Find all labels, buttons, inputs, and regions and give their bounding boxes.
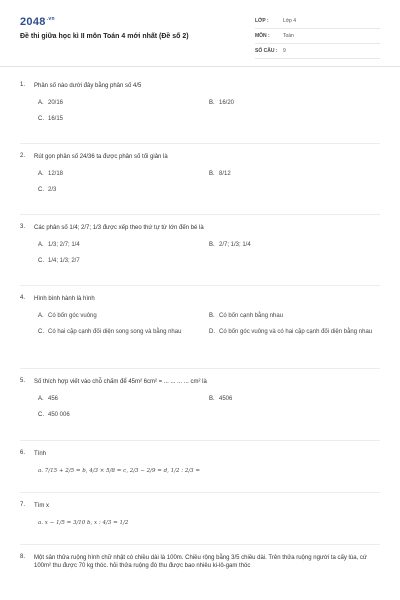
- document-header: [0, 0, 400, 67]
- math-expression: a. 7/15 + 2/5 = b, 4/3 × 5/8 = c, 2/3 − 2/9 = d, 1/2 : 2/3 =: [38, 468, 201, 474]
- question-1: 1. Phân số nào dưới đây bằng phân số 4/5 A. 20/16 B. 16/20 C. 16/15: [20, 82, 380, 131]
- option-c[interactable]: C. Có hai cặp cạnh đối diện song song và bằng nhau: [38, 329, 182, 335]
- option-a[interactable]: A. 1/3; 2/7; 1/4: [38, 242, 80, 248]
- meta-row-class: LỚP : Lớp 4: [255, 14, 380, 29]
- question-3: 3. Các phân số 1/4; 2/7; 1/3 được xếp theo thứ tự từ lớn đến bé là A. 1/3; 2/7; 1/4 B. 2/7; 1/3; 1/4 C. 1/4; 1/3; 2/7: [20, 224, 380, 273]
- option-b[interactable]: B. 16/20: [209, 100, 235, 106]
- divider: [20, 285, 380, 286]
- option-a[interactable]: A. 456: [38, 396, 59, 402]
- meta-row-subject: MÔN : Toán: [255, 29, 380, 44]
- option-c[interactable]: C. 16/15: [38, 116, 64, 122]
- option-a[interactable]: A. 20/16: [38, 100, 64, 106]
- divider: [20, 214, 380, 215]
- question-7: 7. Tìm x a. x − 1/5 = 3/10 b, x : 4/3 = 1/2: [20, 502, 380, 526]
- divider: [20, 368, 380, 369]
- option-d[interactable]: D. Có bốn góc vuông và có hai cặp cạnh đối diện bằng nhau: [209, 329, 373, 335]
- divider: [20, 143, 380, 144]
- divider: [20, 440, 380, 441]
- option-c[interactable]: C. 1/4; 1/3; 2/7: [38, 258, 80, 264]
- option-a[interactable]: A. Có bốn góc vuông: [38, 313, 97, 319]
- site-logo[interactable]: $2048^{.vn}$: [20, 16, 55, 28]
- question-8: 8. Một sân thửa ruộng hình chữ nhật có chiều dài là 100m. Chiều rộng bằng 3/5 chiều dài. Trên thửa ruộng người ta cấy lúa, cứ 100m² thu được 70 kg thóc. hỏi thửa ruộng đó thu được bao nhiêu ki-lô-gam thóc: [20, 554, 367, 569]
- divider: [20, 492, 380, 493]
- exam-meta: [255, 14, 380, 59]
- meta-row-count: SỐ CÂU : 9: [255, 44, 380, 59]
- option-b[interactable]: B. 8/12: [209, 171, 231, 177]
- option-b[interactable]: B. 2/7; 1/3; 1/4: [209, 242, 251, 248]
- math-expression: a. x − 1/5 = 3/10 b, x : 4/3 = 1/2: [38, 520, 129, 526]
- option-a[interactable]: A. 12/18: [38, 171, 64, 177]
- option-c[interactable]: C. 450 006: [38, 412, 70, 418]
- question-4: 4. Hình bình hành là hình A. Có bốn góc vuông B. Có bốn cạnh bằng nhau C. Có hai cặp cạnh đối diện song song và bằng nhau D. Có bốn góc vuông và có hai cặp cạnh đối diện bằng nhau: [20, 295, 380, 344]
- option-b[interactable]: B. Có bốn cạnh bằng nhau: [209, 313, 284, 319]
- divider: [20, 544, 380, 545]
- question-6: 6. Tính a. 7/15 + 2/5 = b, 4/3 × 5/8 = c, 2/3 − 2/9 = d, 1/2 : 2/3 =: [20, 450, 380, 474]
- option-b[interactable]: B. 4506: [209, 396, 233, 402]
- question-2: 2. Rút gọn phân số 24/36 ta được phân số tối giản là A. 12/18 B. 8/12 C. 2/3: [20, 153, 380, 202]
- option-c[interactable]: C. 2/3: [38, 187, 57, 193]
- question-5: 5. Số thích hợp viết vào chỗ chấm để 45m² 6cm² = ... ... ... ... cm² là A. 456 B. 4506 C. 450 006: [20, 378, 380, 427]
- page-title: Đề thi giữa học kì II môn Toán 4 mới nhất (Đề số 2): [20, 33, 189, 40]
